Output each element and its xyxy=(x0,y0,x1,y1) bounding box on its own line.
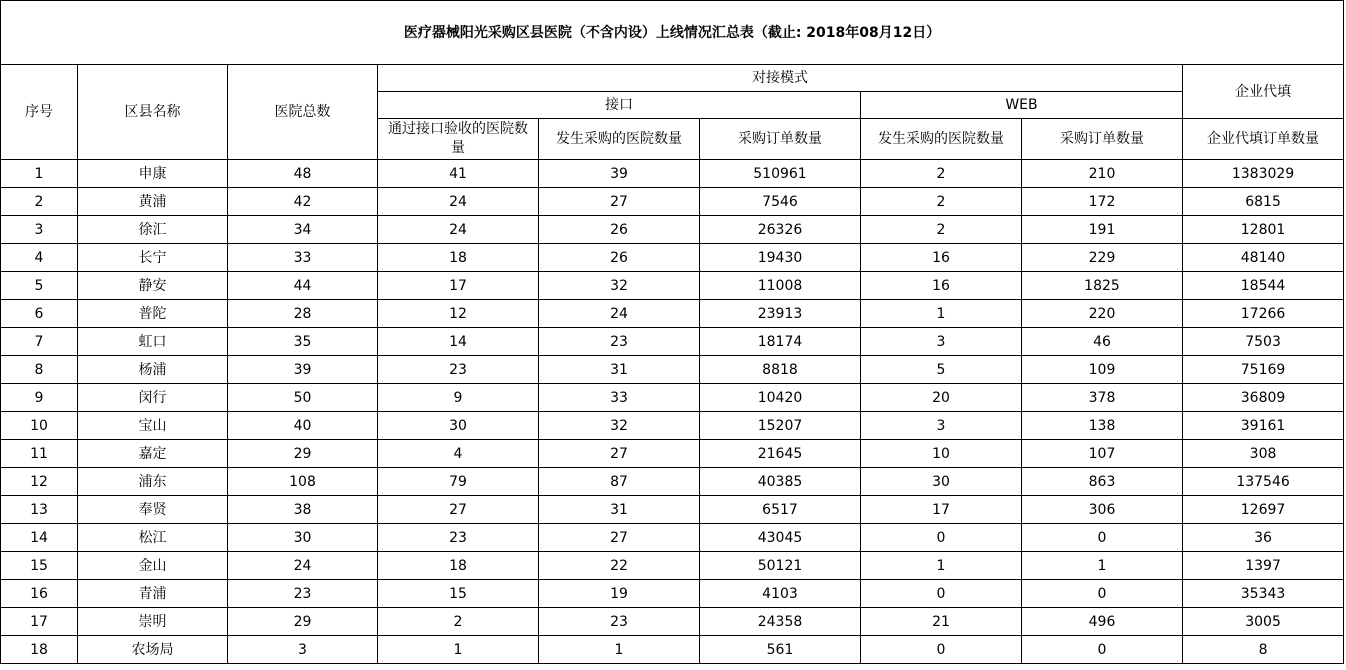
cell-iface-order-count[interactable]: 11008 xyxy=(700,272,861,300)
cell-web-order-count[interactable]: 1 xyxy=(1022,552,1183,580)
cell-passed-acceptance[interactable]: 15 xyxy=(378,580,539,608)
table-row xyxy=(1,636,1344,664)
cell-web-purchasing-hospitals[interactable]: 10 xyxy=(861,440,1022,468)
cell-district[interactable]: 长宁 xyxy=(78,244,228,272)
header-row-1 xyxy=(1,65,1344,92)
cell-enterprise-order-count[interactable]: 137546 xyxy=(1183,468,1344,496)
table-row xyxy=(1,300,1344,328)
cell-iface-purchasing-hospitals[interactable]: 32 xyxy=(539,412,700,440)
cell-enterprise-order-count[interactable]: 36 xyxy=(1183,524,1344,552)
cell-iface-order-count[interactable]: 21645 xyxy=(700,440,861,468)
table-row xyxy=(1,552,1344,580)
cell-iface-order-count[interactable]: 8818 xyxy=(700,356,861,384)
cell-web-purchasing-hospitals[interactable]: 3 xyxy=(861,412,1022,440)
cell-iface-purchasing-hospitals[interactable]: 33 xyxy=(539,384,700,412)
cell-district[interactable]: 青浦 xyxy=(78,580,228,608)
cell-total-hospitals[interactable]: 33 xyxy=(228,244,378,272)
cell-iface-order-count[interactable]: 40385 xyxy=(700,468,861,496)
cell-seq[interactable]: 15 xyxy=(1,552,78,580)
cell-seq[interactable]: 14 xyxy=(1,524,78,552)
cell-iface-order-count[interactable]: 4103 xyxy=(700,580,861,608)
cell-iface-purchasing-hospitals[interactable]: 1 xyxy=(539,636,700,664)
table-row xyxy=(1,216,1344,244)
table-row xyxy=(1,440,1344,468)
cell-passed-acceptance[interactable]: 24 xyxy=(378,188,539,216)
cell-iface-order-count[interactable]: 43045 xyxy=(700,524,861,552)
cell-web-purchasing-hospitals[interactable]: 1 xyxy=(861,552,1022,580)
cell-district[interactable]: 奉贤 xyxy=(78,496,228,524)
cell-district[interactable]: 金山 xyxy=(78,552,228,580)
cell-web-order-count[interactable]: 46 xyxy=(1022,328,1183,356)
header-total-hospitals[interactable]: 医院总数 xyxy=(228,65,378,160)
cell-web-order-count[interactable]: 1825 xyxy=(1022,272,1183,300)
cell-enterprise-order-count[interactable]: 1383029 xyxy=(1183,160,1344,188)
cell-total-hospitals[interactable]: 40 xyxy=(228,412,378,440)
cell-enterprise-order-count[interactable]: 7503 xyxy=(1183,328,1344,356)
cell-web-order-count[interactable]: 220 xyxy=(1022,300,1183,328)
cell-total-hospitals[interactable]: 34 xyxy=(228,216,378,244)
cell-web-order-count[interactable]: 172 xyxy=(1022,188,1183,216)
cell-total-hospitals[interactable]: 48 xyxy=(228,160,378,188)
cell-iface-purchasing-hospitals[interactable]: 19 xyxy=(539,580,700,608)
header-docking-mode[interactable]: 对接模式 xyxy=(378,65,1183,92)
cell-seq[interactable]: 1 xyxy=(1,160,78,188)
cell-iface-purchasing-hospitals[interactable]: 22 xyxy=(539,552,700,580)
table-row xyxy=(1,244,1344,272)
cell-passed-acceptance[interactable]: 17 xyxy=(378,272,539,300)
cell-district[interactable]: 浦东 xyxy=(78,468,228,496)
cell-total-hospitals[interactable]: 24 xyxy=(228,552,378,580)
cell-web-order-count[interactable]: 378 xyxy=(1022,384,1183,412)
cell-district[interactable]: 松江 xyxy=(78,524,228,552)
header-iface-purchasing-hospitals[interactable]: 发生采购的医院数量 xyxy=(539,119,700,160)
cell-iface-purchasing-hospitals[interactable]: 31 xyxy=(539,496,700,524)
cell-total-hospitals[interactable]: 42 xyxy=(228,188,378,216)
cell-passed-acceptance[interactable]: 79 xyxy=(378,468,539,496)
cell-total-hospitals[interactable]: 23 xyxy=(228,580,378,608)
cell-web-order-count[interactable]: 0 xyxy=(1022,580,1183,608)
cell-seq[interactable]: 11 xyxy=(1,440,78,468)
cell-iface-order-count[interactable]: 510961 xyxy=(700,160,861,188)
table-row xyxy=(1,160,1344,188)
cell-web-purchasing-hospitals[interactable]: 0 xyxy=(861,636,1022,664)
cell-district[interactable]: 申康 xyxy=(78,160,228,188)
cell-iface-purchasing-hospitals[interactable]: 27 xyxy=(539,524,700,552)
cell-district[interactable]: 农场局 xyxy=(78,636,228,664)
title-row xyxy=(1,1,1344,65)
table-row xyxy=(1,328,1344,356)
cell-web-order-count[interactable]: 0 xyxy=(1022,636,1183,664)
cell-web-purchasing-hospitals[interactable]: 0 xyxy=(861,580,1022,608)
table-row xyxy=(1,356,1344,384)
cell-iface-order-count[interactable]: 18174 xyxy=(700,328,861,356)
cell-iface-purchasing-hospitals[interactable]: 27 xyxy=(539,188,700,216)
cell-iface-order-count[interactable]: 23913 xyxy=(700,300,861,328)
cell-total-hospitals[interactable]: 29 xyxy=(228,608,378,636)
cell-iface-purchasing-hospitals[interactable]: 27 xyxy=(539,440,700,468)
cell-total-hospitals[interactable]: 50 xyxy=(228,384,378,412)
cell-seq[interactable]: 7 xyxy=(1,328,78,356)
cell-total-hospitals[interactable]: 28 xyxy=(228,300,378,328)
cell-iface-purchasing-hospitals[interactable]: 23 xyxy=(539,328,700,356)
cell-iface-order-count[interactable]: 19430 xyxy=(700,244,861,272)
header-district[interactable]: 区县名称 xyxy=(78,65,228,160)
cell-iface-order-count[interactable]: 7546 xyxy=(700,188,861,216)
cell-seq[interactable]: 10 xyxy=(1,412,78,440)
cell-seq[interactable]: 12 xyxy=(1,468,78,496)
cell-seq[interactable]: 16 xyxy=(1,580,78,608)
cell-enterprise-order-count[interactable]: 39161 xyxy=(1183,412,1344,440)
cell-iface-purchasing-hospitals[interactable]: 87 xyxy=(539,468,700,496)
table-row xyxy=(1,608,1344,636)
cell-iface-order-count[interactable]: 15207 xyxy=(700,412,861,440)
cell-web-purchasing-hospitals[interactable]: 0 xyxy=(861,524,1022,552)
cell-passed-acceptance[interactable]: 1 xyxy=(378,636,539,664)
cell-seq[interactable]: 4 xyxy=(1,244,78,272)
cell-seq[interactable]: 8 xyxy=(1,356,78,384)
header-seq[interactable]: 序号 xyxy=(1,65,78,160)
cell-web-purchasing-hospitals[interactable]: 16 xyxy=(861,244,1022,272)
cell-web-purchasing-hospitals[interactable]: 3 xyxy=(861,328,1022,356)
cell-seq[interactable]: 13 xyxy=(1,496,78,524)
cell-enterprise-order-count[interactable]: 75169 xyxy=(1183,356,1344,384)
cell-iface-order-count[interactable]: 10420 xyxy=(700,384,861,412)
cell-iface-purchasing-hospitals[interactable]: 26 xyxy=(539,216,700,244)
cell-web-purchasing-hospitals[interactable]: 2 xyxy=(861,160,1022,188)
cell-passed-acceptance[interactable]: 12 xyxy=(378,300,539,328)
cell-district[interactable]: 闵行 xyxy=(78,384,228,412)
cell-web-purchasing-hospitals[interactable]: 1 xyxy=(861,300,1022,328)
cell-total-hospitals[interactable]: 35 xyxy=(228,328,378,356)
cell-passed-acceptance[interactable]: 27 xyxy=(378,496,539,524)
cell-enterprise-order-count[interactable]: 6815 xyxy=(1183,188,1344,216)
cell-web-purchasing-hospitals[interactable]: 30 xyxy=(861,468,1022,496)
cell-web-order-count[interactable]: 496 xyxy=(1022,608,1183,636)
cell-iface-purchasing-hospitals[interactable]: 26 xyxy=(539,244,700,272)
cell-total-hospitals[interactable]: 108 xyxy=(228,468,378,496)
cell-web-order-count[interactable]: 107 xyxy=(1022,440,1183,468)
cell-web-order-count[interactable]: 138 xyxy=(1022,412,1183,440)
table-row xyxy=(1,580,1344,608)
cell-passed-acceptance[interactable]: 30 xyxy=(378,412,539,440)
cell-iface-purchasing-hospitals[interactable]: 23 xyxy=(539,608,700,636)
cell-passed-acceptance[interactable]: 23 xyxy=(378,356,539,384)
cell-district[interactable]: 黄浦 xyxy=(78,188,228,216)
cell-passed-acceptance[interactable]: 4 xyxy=(378,440,539,468)
cell-district[interactable]: 嘉定 xyxy=(78,440,228,468)
cell-passed-acceptance[interactable]: 24 xyxy=(378,216,539,244)
cell-district[interactable]: 宝山 xyxy=(78,412,228,440)
cell-web-purchasing-hospitals[interactable]: 17 xyxy=(861,496,1022,524)
cell-iface-purchasing-hospitals[interactable]: 32 xyxy=(539,272,700,300)
cell-seq[interactable]: 18 xyxy=(1,636,78,664)
cell-seq[interactable]: 9 xyxy=(1,384,78,412)
cell-total-hospitals[interactable]: 44 xyxy=(228,272,378,300)
cell-web-order-count[interactable]: 191 xyxy=(1022,216,1183,244)
cell-enterprise-order-count[interactable]: 1397 xyxy=(1183,552,1344,580)
cell-enterprise-order-count[interactable]: 36809 xyxy=(1183,384,1344,412)
table-row xyxy=(1,384,1344,412)
cell-seq[interactable]: 3 xyxy=(1,216,78,244)
cell-web-purchasing-hospitals[interactable]: 2 xyxy=(861,188,1022,216)
cell-iface-purchasing-hospitals[interactable]: 39 xyxy=(539,160,700,188)
cell-enterprise-order-count[interactable]: 48140 xyxy=(1183,244,1344,272)
cell-passed-acceptance[interactable]: 9 xyxy=(378,384,539,412)
cell-iface-order-count[interactable]: 561 xyxy=(700,636,861,664)
cell-passed-acceptance[interactable]: 23 xyxy=(378,524,539,552)
cell-seq[interactable]: 17 xyxy=(1,608,78,636)
cell-enterprise-order-count[interactable]: 12697 xyxy=(1183,496,1344,524)
cell-passed-acceptance[interactable]: 41 xyxy=(378,160,539,188)
cell-web-order-count[interactable]: 210 xyxy=(1022,160,1183,188)
cell-seq[interactable]: 2 xyxy=(1,188,78,216)
table-row xyxy=(1,188,1344,216)
cell-web-purchasing-hospitals[interactable]: 5 xyxy=(861,356,1022,384)
cell-total-hospitals[interactable]: 30 xyxy=(228,524,378,552)
cell-web-purchasing-hospitals[interactable]: 2 xyxy=(861,216,1022,244)
cell-web-order-count[interactable]: 863 xyxy=(1022,468,1183,496)
cell-enterprise-order-count[interactable]: 8 xyxy=(1183,636,1344,664)
header-iface-order-count[interactable]: 采购订单数量 xyxy=(700,119,861,160)
header-passed-acceptance[interactable]: 通过接口验收的医院数量 xyxy=(378,119,539,160)
cell-district[interactable]: 徐汇 xyxy=(78,216,228,244)
cell-web-order-count[interactable]: 229 xyxy=(1022,244,1183,272)
cell-district[interactable]: 静安 xyxy=(78,272,228,300)
cell-district[interactable]: 普陀 xyxy=(78,300,228,328)
table-row xyxy=(1,468,1344,496)
cell-passed-acceptance[interactable]: 18 xyxy=(378,244,539,272)
cell-total-hospitals[interactable]: 3 xyxy=(228,636,378,664)
cell-iface-order-count[interactable]: 24358 xyxy=(700,608,861,636)
header-web-order-count[interactable]: 采购订单数量 xyxy=(1022,119,1183,160)
header-web-purchasing-hospitals[interactable]: 发生采购的医院数量 xyxy=(861,119,1022,160)
table-row xyxy=(1,272,1344,300)
cell-web-order-count[interactable]: 109 xyxy=(1022,356,1183,384)
cell-passed-acceptance[interactable]: 18 xyxy=(378,552,539,580)
cell-passed-acceptance[interactable]: 2 xyxy=(378,608,539,636)
cell-web-purchasing-hospitals[interactable]: 21 xyxy=(861,608,1022,636)
cell-total-hospitals[interactable]: 29 xyxy=(228,440,378,468)
table-row xyxy=(1,496,1344,524)
cell-district[interactable]: 杨浦 xyxy=(78,356,228,384)
cell-passed-acceptance[interactable]: 14 xyxy=(378,328,539,356)
cell-web-order-count[interactable]: 0 xyxy=(1022,524,1183,552)
table-row xyxy=(1,524,1344,552)
cell-enterprise-order-count[interactable]: 18544 xyxy=(1183,272,1344,300)
header-enterprise-order-count[interactable]: 企业代填订单数量 xyxy=(1183,119,1344,160)
cell-iface-order-count[interactable]: 50121 xyxy=(700,552,861,580)
header-enterprise-fill[interactable]: 企业代填 xyxy=(1183,65,1344,119)
cell-district[interactable]: 崇明 xyxy=(78,608,228,636)
cell-enterprise-order-count[interactable]: 3005 xyxy=(1183,608,1344,636)
cell-iface-order-count[interactable]: 6517 xyxy=(700,496,861,524)
header-web[interactable]: WEB xyxy=(861,92,1183,119)
cell-total-hospitals[interactable]: 39 xyxy=(228,356,378,384)
cell-district[interactable]: 虹口 xyxy=(78,328,228,356)
cell-enterprise-order-count[interactable]: 35343 xyxy=(1183,580,1344,608)
cell-iface-purchasing-hospitals[interactable]: 24 xyxy=(539,300,700,328)
cell-web-order-count[interactable]: 306 xyxy=(1022,496,1183,524)
cell-iface-order-count[interactable]: 26326 xyxy=(700,216,861,244)
cell-seq[interactable]: 5 xyxy=(1,272,78,300)
cell-total-hospitals[interactable]: 38 xyxy=(228,496,378,524)
cell-enterprise-order-count[interactable]: 308 xyxy=(1183,440,1344,468)
table-row xyxy=(1,412,1344,440)
header-interface[interactable]: 接口 xyxy=(378,92,861,119)
cell-enterprise-order-count[interactable]: 12801 xyxy=(1183,216,1344,244)
cell-web-purchasing-hospitals[interactable]: 20 xyxy=(861,384,1022,412)
cell-enterprise-order-count[interactable]: 17266 xyxy=(1183,300,1344,328)
cell-iface-purchasing-hospitals[interactable]: 31 xyxy=(539,356,700,384)
cell-seq[interactable]: 6 xyxy=(1,300,78,328)
cell-web-purchasing-hospitals[interactable]: 16 xyxy=(861,272,1022,300)
table-title[interactable]: 医疗器械阳光采购区县医院（不含内设）上线情况汇总表（截止: 2018年08月12日） xyxy=(1,1,1344,65)
